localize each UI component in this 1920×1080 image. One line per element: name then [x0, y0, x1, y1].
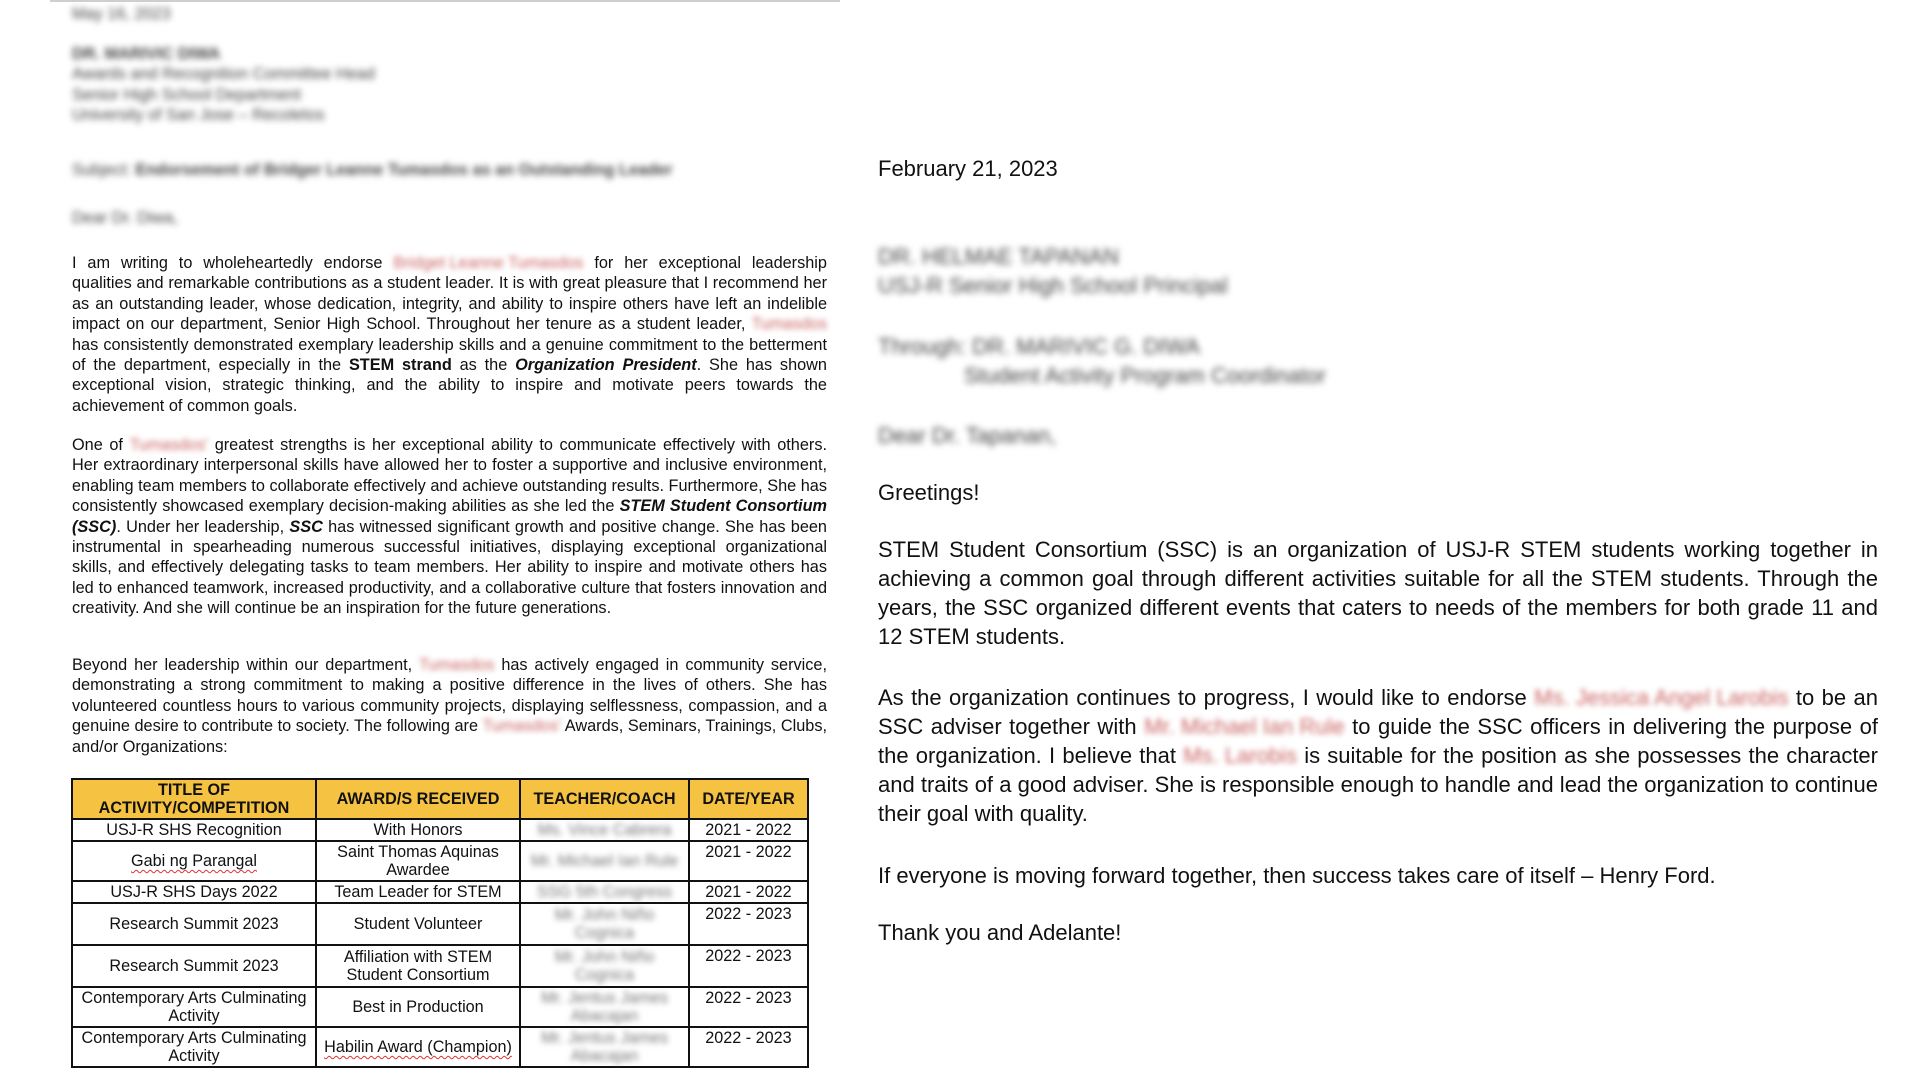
- cell-title: USJ-R SHS Recognition: [72, 819, 316, 841]
- cell-coach: Mr. John Niño Cognica: [520, 945, 689, 987]
- cell-coach: Mr. Michael Ian Rule: [520, 841, 689, 881]
- p1-text-b: for her exceptional leadership qualities and remarkable contributions as a student leader. It is with great pleasure that I recommend her as an outstanding leader, whose dedication, integrity, and ability to inspire others have left an indelible impact on our department, Senior High School. Throughout her tenure as a student leader,: [72, 254, 827, 334]
- cell-date: 2022 - 2023: [689, 987, 808, 1027]
- through-title: Student Activity Program Coordinator: [964, 363, 1326, 388]
- cell-award: With Honors: [316, 819, 520, 841]
- endorsement-letter-right: [878, 0, 1908, 1080]
- cell-date: 2021 - 2022: [689, 819, 808, 841]
- through-line: Through: DR. MARIVIC G. DIWA: [878, 334, 1200, 359]
- recipient-block: [72, 44, 827, 126]
- p3-text-a: Beyond her leadership within our department,: [72, 656, 413, 674]
- col-header-coach: TEACHER/COACH: [520, 779, 689, 819]
- p2-text-a: One of: [72, 436, 123, 454]
- cell-coach: Ms. Vince Cabrera: [520, 819, 689, 841]
- recipient-department: Senior High School Department: [72, 85, 301, 104]
- recipient-title: Awards and Recognition Committee Head: [72, 65, 375, 84]
- table-row: [72, 987, 808, 1027]
- p1-strand: STEM strand: [348, 356, 452, 375]
- cell-award-text: Habilin Award (Champion): [324, 1038, 512, 1056]
- paragraph-1: STEM Student Consortium (SSC) is an organization of USJ-R STEM students working together in achieving a common goal through different activities suitable for all the STEM students. Through the years, the SSC organized different events that caters to needs of the members for both grade 11 and 12 STEM students.: [878, 537, 1878, 649]
- endorsement-letter-left: [50, 0, 840, 1080]
- cell-coach: SSG 5th Congress: [520, 881, 689, 903]
- col-header-award: AWARD/S RECEIVED: [316, 779, 520, 819]
- cell-date: 2022 - 2023: [689, 903, 808, 945]
- cell-coach: Mr. Jentus James Abacajan: [520, 1027, 689, 1067]
- col-header-date: DATE/YEAR: [689, 779, 808, 819]
- p2-text-d: has witnessed significant growth and positive change. She has been instrumental in spearheading numerous successful initiatives, displaying exceptional organizational skills, and effectively delegating tasks to team members. Her ability to inspire and motivate others has led to enhanced teamwork, increased productivity, and a collaborative culture that fosters innovation and creativity. And she will continue be an inspiration for the future generations.: [72, 517, 827, 618]
- table-row: [72, 881, 808, 903]
- p1-text-e: . She has shown exceptional vision, strategic thinking, and the ability to inspire and motivate peers towards the achievement of common goals.: [72, 356, 827, 415]
- redacted-adviser-name: Ms. Jessica Angel Larobis: [1534, 685, 1789, 710]
- cell-coach: Mr. John Niño Cognica: [520, 903, 689, 945]
- paragraph-2: [72, 435, 827, 619]
- p2-text-d: is suitable for the position as she possesses the character and traits of a good adviser. She is responsible enough to handle and lead the organization to continue their goal with quality.: [878, 743, 1878, 826]
- p1-role: Organization President: [515, 356, 697, 375]
- subject-label: Subject:: [72, 161, 131, 179]
- p2-text-b: to be an SSC adviser together with: [878, 685, 1879, 739]
- recipient-school: University of San Jose – Recoletos: [72, 106, 325, 125]
- recipient-name: DR. HELMAE TAPANAN: [878, 244, 1119, 269]
- p2-text-c: to guide the SSC officers in delivering the purpose of the organization. I believe that: [878, 714, 1878, 768]
- table-row: [72, 819, 808, 841]
- cell-date: 2022 - 2023: [689, 1027, 808, 1067]
- salutation: Dear Dr. Tapanan,: [878, 423, 1057, 448]
- recipient-name: DR. MARIVIC DIWA: [72, 45, 221, 63]
- subject-line: [72, 160, 827, 180]
- table-header-row: [72, 779, 808, 819]
- redacted-student-name: Bridget Leanne Tumasdos: [393, 254, 584, 272]
- redacted-adviser-surname: Ms. Larobis: [1183, 743, 1297, 768]
- redacted-student-surname: Tumasdos: [419, 656, 495, 674]
- table-row: [72, 1027, 808, 1067]
- cell-title-text: Gabi ng Parangal: [131, 852, 257, 870]
- cell-award: Affiliation with STEM Student Consortium: [316, 945, 520, 987]
- cell-award: [316, 1027, 520, 1067]
- paragraph-2: [878, 683, 1878, 828]
- table-row: [72, 903, 808, 945]
- p2-ssc: SSC: [289, 517, 323, 536]
- cell-award: Saint Thomas Aquinas Awardee: [316, 841, 520, 881]
- subject-text: Endorsement of Bridger Leanne Tumasdos as an Outstanding Leader: [135, 161, 673, 179]
- cell-title: Contemporary Arts Culminating Activity: [72, 1027, 316, 1067]
- p3-text-c: Awards, Seminars, Trainings, Clubs, and/or Organizations:: [72, 717, 827, 756]
- p1-text-a: I am writing to wholeheartedly endorse: [72, 254, 383, 272]
- p2-text-b: greatest strengths is her exceptional ability to communicate effectively with others. Her extraordinary interpersonal skills have allowed her to foster a supportive and inclusive environment, enabling team members to collaborate effectively and achieve outstanding results. Furthermore, She has consistently showcased exemplary decision-making abilities as she led the: [72, 436, 827, 516]
- table-row: [72, 945, 808, 987]
- cell-award: Best in Production: [316, 987, 520, 1027]
- paragraph-3: [72, 655, 827, 757]
- cell-award: Team Leader for STEM: [316, 881, 520, 903]
- p2-text-a: As the organization continues to progress, I would like to endorse: [878, 685, 1527, 710]
- cell-coach: Mr. Jentus James Abacajan: [520, 987, 689, 1027]
- col-header-title: TITLE OF ACTIVITY/COMPETITION: [72, 779, 316, 819]
- cell-title: [72, 841, 316, 881]
- cell-title: Research Summit 2023: [72, 903, 316, 945]
- p2-org: STEM Student Consortium (SSC): [72, 497, 827, 536]
- redacted-co-adviser-name: Mr. Michael Ian Rule: [1144, 714, 1345, 739]
- quote: If everyone is moving forward together, then success takes care of itself – Henry Ford.: [878, 863, 1716, 888]
- cell-date: 2021 - 2022: [689, 881, 808, 903]
- redacted-student-surname: Tumasdos: [751, 315, 827, 334]
- letter-date: May 16, 2023: [72, 5, 171, 23]
- paragraph-1: [72, 253, 827, 416]
- redacted-student-surname: Tumasdos': [482, 717, 562, 736]
- page-top-divider: [50, 0, 840, 2]
- cell-date: 2022 - 2023: [689, 945, 808, 987]
- greeting: Greetings!: [878, 480, 980, 505]
- cell-award: Student Volunteer: [316, 903, 520, 945]
- cell-date: 2021 - 2022: [689, 841, 808, 881]
- awards-table: [71, 778, 809, 1068]
- letter-date: February 21, 2023: [878, 156, 1058, 181]
- p3-text-b: has actively engaged in community service, demonstrating a strong commitment to making a positive difference in the lives of others. She has volunteered countless hours to various community projects, displaying selflessness, compassion, and a genuine desire to contribute to society. The following are: [72, 656, 827, 736]
- redacted-student-surname: Tumasdos': [129, 436, 209, 454]
- closing: Thank you and Adelante!: [878, 920, 1122, 945]
- p1-text-d: as the: [459, 356, 508, 375]
- recipient-title: USJ-R Senior High School Principal: [878, 273, 1228, 298]
- cell-title: USJ-R SHS Days 2022: [72, 881, 316, 903]
- cell-title: Contemporary Arts Culminating Activity: [72, 987, 316, 1027]
- salutation: Dear Dr. Diwa,: [72, 209, 178, 227]
- p1-text-c: has consistently demonstrated exemplary leadership skills and a genuine commitment to the betterment of the department, especially in the: [72, 335, 827, 375]
- cell-title: Research Summit 2023: [72, 945, 316, 987]
- table-row: [72, 841, 808, 881]
- p2-text-c: . Under her leadership,: [116, 517, 285, 536]
